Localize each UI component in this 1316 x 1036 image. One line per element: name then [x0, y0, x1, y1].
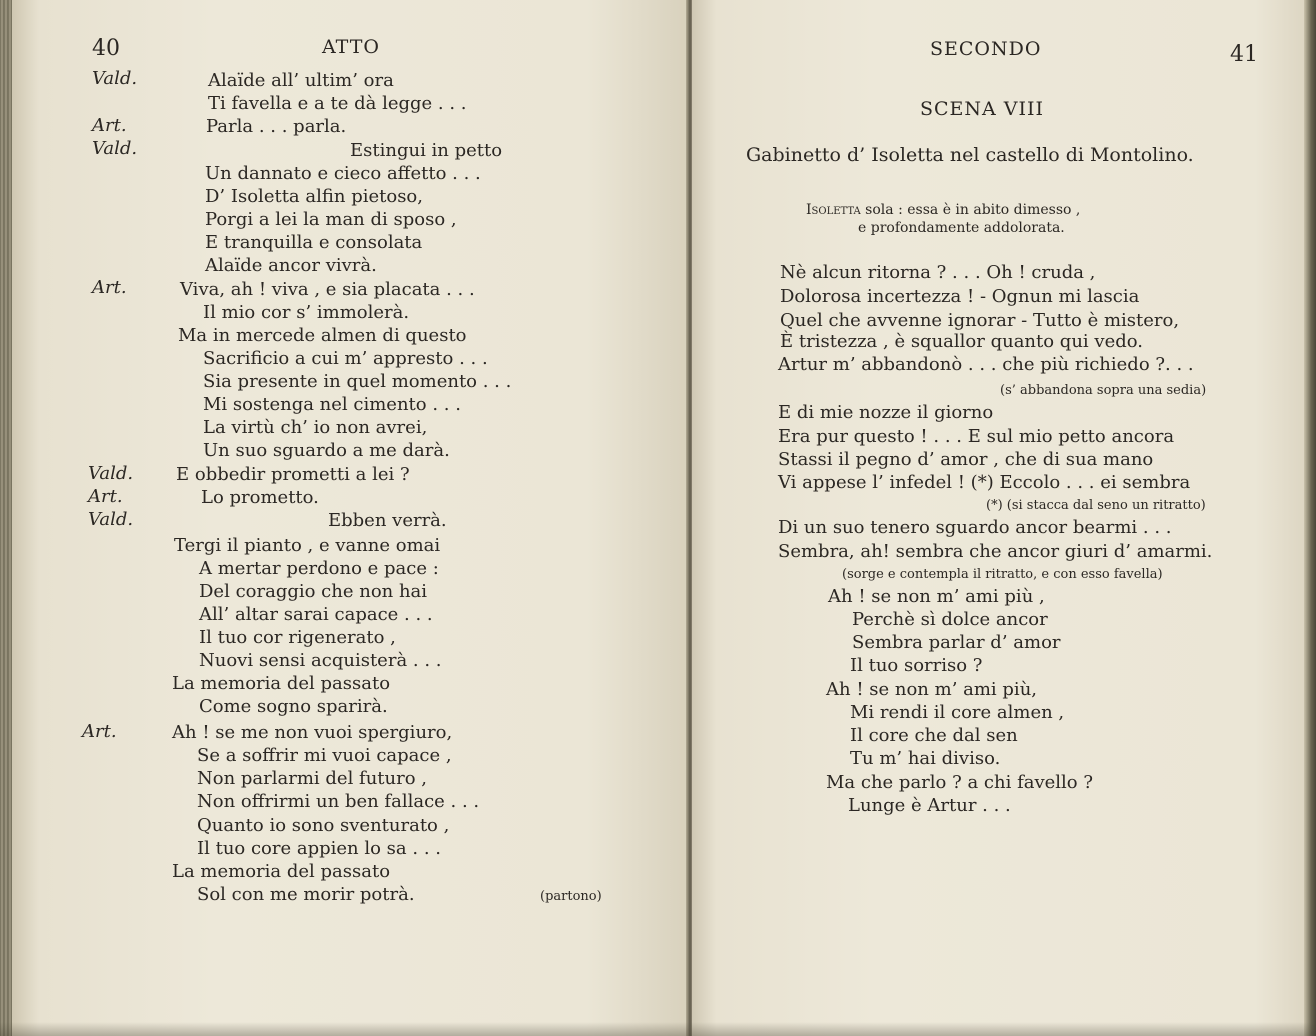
stage-note-line: e profondamente addolorata.	[858, 220, 1065, 236]
verse-line: Ma in mercede almen di questo	[178, 325, 467, 346]
scene-title: SCENA VIII	[920, 98, 1045, 120]
verse-line: La memoria del passato	[172, 861, 391, 882]
verse-line: Un dannato e cieco affetto . . .	[205, 163, 481, 184]
stage-note-line	[806, 203, 1080, 217]
verse-line: A mertar perdono e pace :	[199, 558, 439, 579]
verse-line: Il tuo sorriso ?	[850, 655, 983, 676]
verse-line: Alaïde all’ ultim’ ora	[208, 70, 394, 91]
stage-direction: (*) (si stacca dal seno un ritratto)	[986, 498, 1206, 513]
verse-line: Nuovi sensi acquisterà . . .	[199, 650, 442, 671]
verse-line: Ebben verrà.	[328, 510, 447, 531]
verse-line: Perchè sì dolce ancor	[852, 609, 1048, 630]
verse-line: Il core che dal sen	[850, 725, 1018, 746]
verse-line: Stassi il pegno d’ amor , che di sua mano	[778, 449, 1154, 470]
verse-line: Non parlarmi del futuro ,	[197, 768, 428, 789]
verse-line: Ah ! se me non vuoi spergiuro,	[172, 722, 453, 743]
verse-line: La memoria del passato	[172, 673, 391, 694]
verse-line: Di un suo tenero sguardo ancor bearmi . . .	[778, 517, 1172, 538]
verse-line: Quel che avvenne ignorar - Tutto è mistero,	[780, 310, 1180, 331]
verse-line: All’ altar sarai capace . . .	[199, 604, 433, 625]
speaker-label: Art.	[88, 486, 123, 507]
verse-line: Mi rendi il core almen ,	[850, 702, 1065, 723]
verse-line: Estingui in petto	[350, 140, 503, 161]
verse-line: Se a soffrir mi vuoi capace ,	[197, 745, 452, 766]
verse-line: Sembra, ah! sembra che ancor giuri d’ amarmi.	[778, 541, 1213, 562]
verse-line: Tergi il pianto , e vanne omai	[174, 535, 441, 556]
page-number-right: 41	[1230, 42, 1258, 67]
running-header-right: SECONDO	[930, 38, 1042, 60]
verse-line: Alaïde ancor vivrà.	[205, 255, 377, 276]
speaker-label: Art.	[92, 277, 127, 298]
speaker-label: Vald.	[92, 68, 138, 89]
verse-line: Ah ! se non m’ ami più ,	[828, 586, 1045, 607]
verse-line: Viva, ah ! viva , e sia placata . . .	[180, 279, 475, 300]
verse-line: Porgi a lei la man di sposo ,	[205, 209, 457, 230]
verse-line: Ma che parlo ? a chi favello ?	[826, 772, 1094, 793]
verse-line: Parla . . . parla.	[206, 116, 347, 137]
verse-line: Sacrificio a cui m’ appresto . . .	[203, 348, 488, 369]
page-stack-right-edge	[1304, 0, 1316, 1036]
verse-line: E di mie nozze il giorno	[778, 402, 994, 423]
verse-line: Sol con me morir potrà.	[197, 884, 415, 905]
verse-line: È tristezza , è squallor quanto qui vedo.	[780, 331, 1143, 352]
stage-note-character: Isoletta	[806, 202, 861, 218]
verse-line: Sia presente in quel momento . . .	[203, 371, 512, 392]
verse-line: Lunge è Artur . . .	[848, 795, 1011, 816]
verse-line: Lo prometto.	[201, 487, 319, 508]
verse-line: Sembra parlar d’ amor	[852, 632, 1061, 653]
stage-direction-exit: (partono)	[540, 889, 602, 904]
speaker-label: Art.	[82, 721, 117, 742]
verse-line: Ti favella e a te dà legge . . .	[208, 93, 467, 114]
stage-direction: (sorge e contempla il ritratto, e con esso favella)	[842, 567, 1163, 582]
verse-line: Il tuo cor rigenerato ,	[199, 627, 396, 648]
verse-line: Non offrirmi un ben fallace . . .	[197, 791, 480, 812]
scene-location: Gabinetto d’ Isoletta nel castello di Montolino.	[746, 144, 1194, 166]
verse-line: Come sogno sparirà.	[199, 696, 388, 717]
verse-line: Dolorosa incertezza ! - Ognun mi lascia	[780, 286, 1140, 307]
verse-line: E tranquilla e consolata	[205, 232, 423, 253]
verse-line: La virtù ch’ io non avrei,	[203, 417, 428, 438]
speaker-label: Vald.	[88, 463, 134, 484]
verse-line: Un suo sguardo a me darà.	[203, 440, 450, 461]
verse-line: Mi sostenga nel cimento . . .	[203, 394, 461, 415]
verse-line: Era pur questo ! . . . E sul mio petto ancora	[778, 426, 1175, 447]
verse-line: Artur m’ abbandonò . . . che più richiedo ?. . .	[778, 354, 1194, 375]
running-header-left: ATTO	[322, 36, 380, 58]
verse-line: Quanto io sono sventurato ,	[197, 815, 450, 836]
verse-line: E obbedir prometti a lei ?	[176, 464, 410, 485]
speaker-label: Vald.	[88, 509, 134, 530]
verse-line: Tu m’ hai diviso.	[850, 748, 1001, 769]
speaker-label: Vald.	[92, 138, 138, 159]
stage-direction: (s’ abbandona sopra una sedia)	[1000, 383, 1207, 398]
stage-note-text: sola : essa è in abito dimesso ,	[860, 202, 1081, 218]
verse-line: Del coraggio che non hai	[199, 581, 428, 602]
verse-line: Il mio cor s’ immolerà.	[203, 302, 410, 323]
bottom-shadow	[0, 1022, 1316, 1036]
verse-line: Ah ! se non m’ ami più,	[826, 679, 1038, 700]
verse-line: D’ Isoletta alfin pietoso,	[205, 186, 423, 207]
verse-line: Nè alcun ritorna ? . . . Oh ! cruda ,	[780, 262, 1096, 283]
page-number-left: 40	[92, 36, 120, 61]
verse-line: Vi appese l’ infedel ! (*) Eccolo . . . ei sembra	[778, 472, 1191, 493]
verse-line: Il tuo core appien lo sa . . .	[197, 838, 441, 859]
speaker-label: Art.	[92, 115, 127, 136]
page-stack-left-edge	[0, 0, 12, 1036]
